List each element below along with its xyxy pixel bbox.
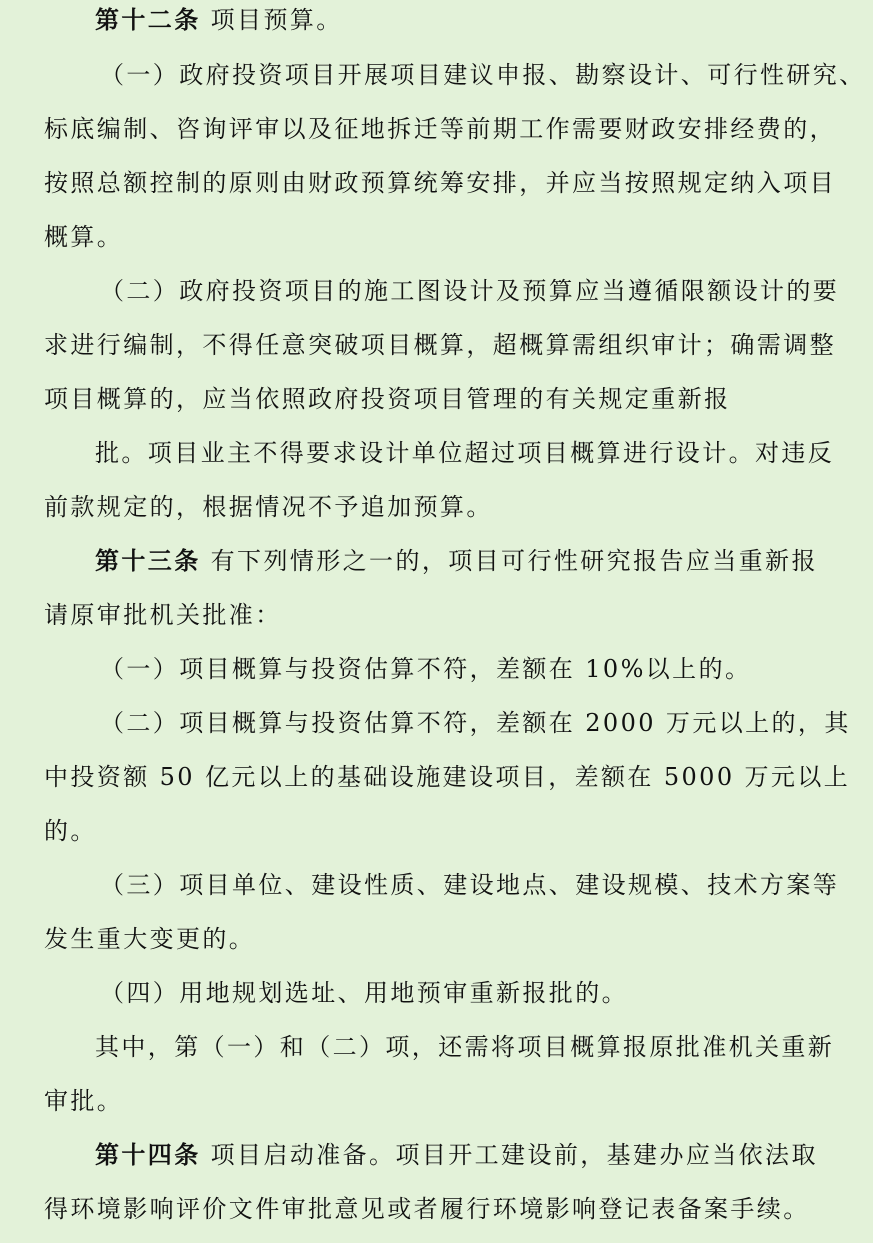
article-12-title: 项目预算。	[210, 6, 343, 34]
article-13-item3-line1: （三）项目单位、建设性质、建设地点、建设规模、技术方案等	[100, 871, 840, 899]
article-13-intro: 有下列情形之一的，项目可行性研究报告应当重新报	[210, 547, 818, 575]
article-13-intro-line1	[95, 546, 865, 576]
article-14-heading: 第十四条	[95, 1140, 201, 1169]
article-13-item1: （一）项目概算与投资估算不符，差额在 10%以上的。	[100, 655, 752, 683]
article-13-intro-line2: 请原审批机关批准：	[44, 601, 282, 629]
article-14-text: 项目启动准备。项目开工建设前，基建办应当依法取	[210, 1141, 818, 1169]
article-14-line2: 得环境影响评价文件审批意见或者履行环境影响登记表备案手续。	[44, 1195, 810, 1223]
article-14-line1	[95, 1140, 865, 1170]
article-13-note-line2: 审批。	[44, 1087, 124, 1115]
article-12-item2-line2: 求进行编制，不得任意突破项目概算，超概算需组织审计；确需调整	[44, 331, 836, 359]
article-12-item2-line4: 批。项目业主不得要求设计单位超过项目概算进行设计。对违反	[95, 439, 835, 467]
article-12-item2-line5: 前款规定的，根据情况不予追加预算。	[44, 493, 493, 521]
article-13-item3-line2: 发生重大变更的。	[44, 925, 256, 953]
article-12-heading: 第十二条	[95, 5, 201, 34]
article-13-item4: （四）用地规划选址、用地预审重新报批的。	[100, 979, 628, 1007]
article-13-heading: 第十三条	[95, 546, 201, 575]
article-13-item2-line2: 中投资额 50 亿元以上的基础设施建设项目，差额在 5000 万元以上	[44, 763, 851, 791]
article-12-item1-line1: （一）政府投资项目开展项目建议申报、勘察设计、可行性研究、	[100, 61, 866, 89]
article-13-item2-line3: 的。	[44, 817, 97, 845]
article-12-item1-line3: 按照总额控制的原则由财政预算统筹安排，并应当按照规定纳入项目	[44, 169, 836, 197]
article-12-item2-line3: 项目概算的，应当依照政府投资项目管理的有关规定重新报	[44, 385, 731, 413]
article-12-title-line	[95, 5, 855, 35]
article-13-note-line1: 其中，第（一）和（二）项，还需将项目概算报原批准机关重新	[95, 1033, 835, 1061]
article-13-item2-line1: （二）项目概算与投资估算不符，差额在 2000 万元以上的，其	[100, 709, 851, 737]
article-12-item1-line4: 概算。	[44, 223, 124, 251]
article-12-item1-line2: 标底编制、咨询评审以及征地拆迁等前期工作需要财政安排经费的，	[44, 115, 836, 143]
article-12-item2-line1: （二）政府投资项目的施工图设计及预算应当遵循限额设计的要	[100, 277, 840, 305]
